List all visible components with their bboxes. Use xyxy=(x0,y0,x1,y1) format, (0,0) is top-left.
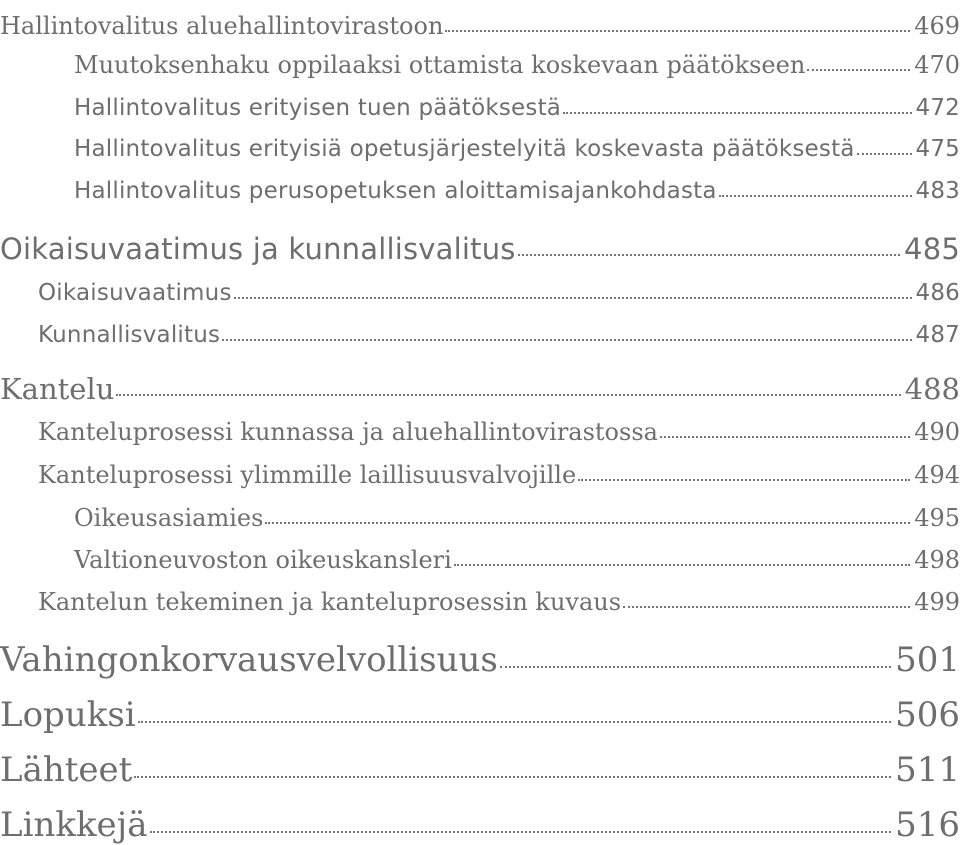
toc-entry-page: 475 xyxy=(914,138,960,161)
toc-entry-page: 499 xyxy=(912,590,960,614)
dot-leader xyxy=(578,479,910,481)
dot-leader xyxy=(138,721,891,723)
dot-leader xyxy=(150,831,892,833)
toc-entry-page: 472 xyxy=(914,97,960,120)
toc-entry xyxy=(0,366,960,404)
toc-entry xyxy=(38,313,960,347)
dot-leader xyxy=(518,254,900,256)
toc-entry xyxy=(74,538,960,572)
toc-entry-page: 511 xyxy=(893,753,960,787)
toc-entry-title: Muutoksenhaku oppilaaksi ottamista koskevaan päätökseen xyxy=(74,53,807,77)
toc-entry xyxy=(74,169,960,203)
toc-entry-page: 495 xyxy=(912,506,960,530)
dot-leader xyxy=(454,564,910,566)
toc-entry xyxy=(74,43,960,77)
dot-leader xyxy=(445,30,910,32)
toc-entry xyxy=(38,453,960,487)
toc-entry-title: Hallintovalitus perusopetuksen aloittamisajankohdasta xyxy=(74,180,719,203)
toc-entry xyxy=(74,127,960,161)
toc-entry-title: Oikaisuvaatimus xyxy=(38,282,234,305)
toc-entry-title: Hallintovalitus aluehallintovirastoon xyxy=(0,14,445,38)
toc-entry-page: 516 xyxy=(893,808,960,842)
toc-entry xyxy=(0,798,960,842)
toc-entry xyxy=(0,633,960,677)
toc-entry-page: 487 xyxy=(914,324,960,347)
toc-entry-page: 494 xyxy=(912,463,960,487)
toc-entry-title: Hallintovalitus erityisen tuen päätöksestä xyxy=(74,97,563,120)
toc-entry xyxy=(0,4,960,38)
dot-leader xyxy=(134,776,891,778)
toc-entry xyxy=(38,410,960,444)
toc-entry-page: 485 xyxy=(902,235,960,264)
dot-leader xyxy=(719,195,912,197)
toc-entry-title: Kantelun tekeminen ja kanteluprosessin kuvaus xyxy=(38,590,623,614)
toc-entry-page: 469 xyxy=(912,14,960,38)
toc-entry xyxy=(38,271,960,305)
toc-entry-title: Kantelu xyxy=(0,375,116,404)
toc-entry-title: Lähteet xyxy=(0,753,134,787)
dot-leader xyxy=(563,112,911,114)
toc-entry-page: 483 xyxy=(914,180,960,203)
toc-entry-page: 506 xyxy=(893,698,960,732)
toc-entry-title: Kanteluprosessi ylimmille laillisuusvalvojille xyxy=(38,463,578,487)
dot-leader xyxy=(807,69,910,71)
dot-leader xyxy=(234,297,912,299)
toc-entry xyxy=(0,688,960,732)
toc-entry xyxy=(0,226,960,264)
toc-entry xyxy=(74,496,960,530)
dot-leader xyxy=(500,666,891,668)
dot-leader xyxy=(660,436,910,438)
toc-entry-title: Valtioneuvoston oikeuskansleri xyxy=(74,548,454,572)
toc-entry xyxy=(38,580,960,614)
toc-entry xyxy=(0,743,960,787)
toc-entry xyxy=(74,86,960,120)
dot-leader xyxy=(623,606,910,608)
toc-entry-page: 490 xyxy=(912,420,960,444)
toc-entry-page: 498 xyxy=(912,548,960,572)
dot-leader xyxy=(222,339,911,341)
toc-entry-page: 488 xyxy=(903,375,960,404)
dot-leader xyxy=(116,394,900,396)
dot-leader xyxy=(857,153,912,155)
toc-entry-title: Oikeusasiamies xyxy=(74,506,265,530)
toc-entry-title: Lopuksi xyxy=(0,698,138,732)
toc-entry-title: Oikaisuvaatimus ja kunnallisvalitus xyxy=(0,235,518,264)
toc-entry-title: Kanteluprosessi kunnassa ja aluehallintovirastossa xyxy=(38,420,660,444)
toc-entry-page: 501 xyxy=(893,643,960,677)
toc-entry-title: Kunnallisvalitus xyxy=(38,324,222,347)
dot-leader xyxy=(265,522,910,524)
toc-entry-title: Linkkejä xyxy=(0,808,150,842)
toc-entry-page: 486 xyxy=(914,282,960,305)
toc-entry-page: 470 xyxy=(912,53,960,77)
toc-entry-title: Hallintovalitus erityisiä opetusjärjestelyitä koskevasta päätöksestä xyxy=(74,138,857,161)
toc-entry-title: Vahingonkorvausvelvollisuus xyxy=(0,643,500,677)
